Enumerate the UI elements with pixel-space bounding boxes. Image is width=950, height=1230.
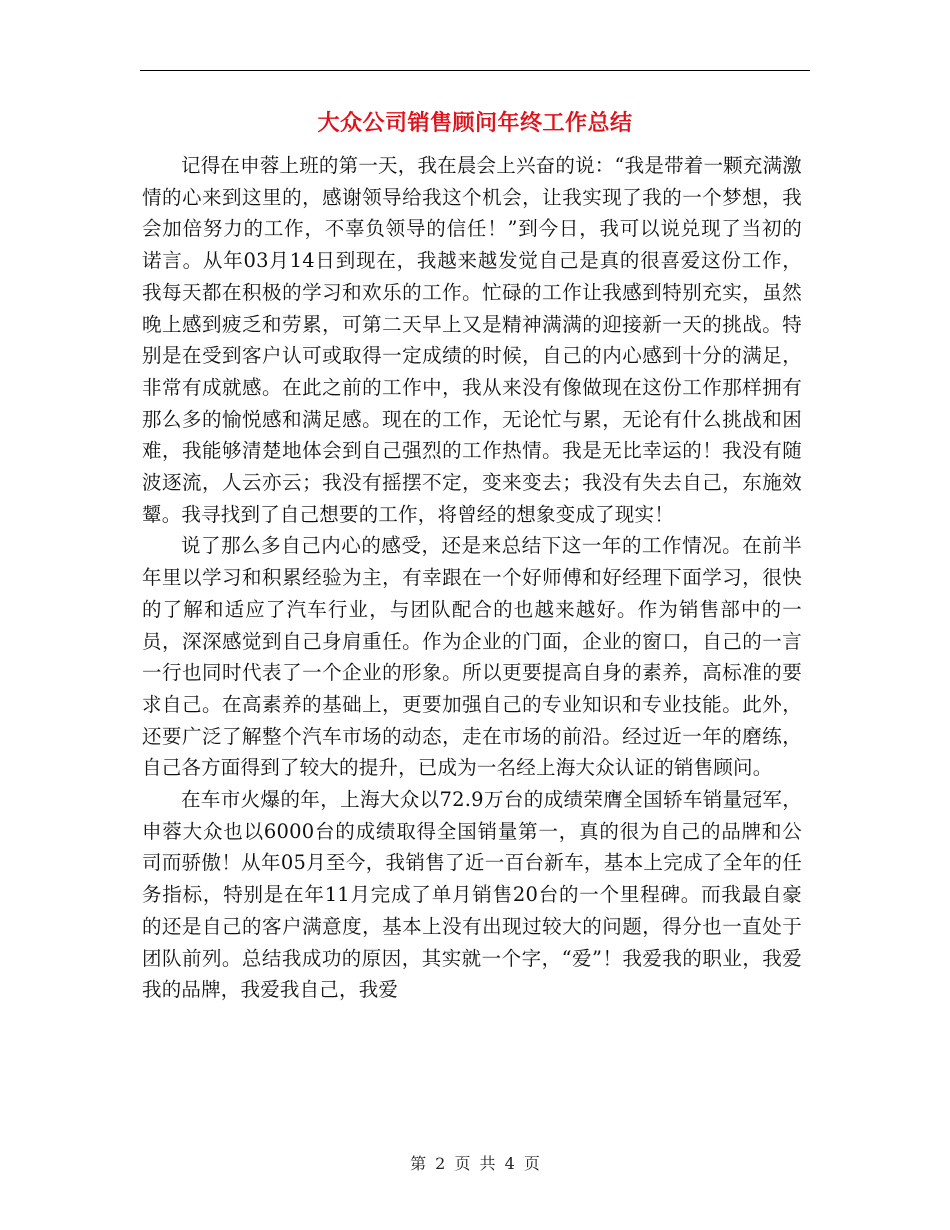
body-paragraph-1: 记得在申蓉上班的第一天，我在晨会上兴奋的说：“我是带着一颗充满激情的心来到这里的，感谢领导给我这个机会，让我实现了我的一个梦想，我会加倍努力的工作，不辜负领导的信任！”到今日，我可以说兑现了当初的诺言。从年03月14日到现在，我越来越发觉自己是真的很喜爱这份工作，我每天都在积极的学习和欢乐的工作。忙碌的工作让我感到特别充实，虽然晚上感到疲乏和劳累，可第二天早上又是精神满满的迎接新一天的挑战。特别是在受到客户认可或取得一定成绩的时候，自己的内心感到十分的满足，非常有成就感。在此之前的工作中，我从来没有像做现在这份工作那样拥有那么多的愉悦感和满足感。现在的工作，无论忙与累，无论有什么挑战和困难，我能够清楚地体会到自己强烈的工作热情。我是无比幸运的！我没有随波逐流，人云亦云；我没有摇摆不定，变来变去；我没有失去自己，东施效颦。我寻找到了自己想要的工作，将曾经的想象变成了现实！ xyxy=(142,154,802,526)
header-rule xyxy=(140,70,810,71)
document-body xyxy=(142,150,802,1006)
body-paragraph-2: 说了那么多自己内心的感受，还是来总结下这一年的工作情况。在前半年里以学习和积累经验为主，有幸跟在一个好师傅和好经理下面学习，很快的了解和适应了汽车行业，与团队配合的也越来越好。作为销售部中的一员，深深感觉到自己身肩重任。作为企业的门面，企业的窗口，自己的一言一行也同时代表了一个企业的形象。所以更要提高自身的素养，高标准的要求自己。在高素养的基础上，更要加强自己的专业知识和专业技能。此外，还要广泛了解整个汽车市场的动态，走在市场的前沿。经过近一年的磨练，自己各方面得到了较大的提升，已成为一名经上海大众认证的销售顾问。 xyxy=(142,534,802,780)
body-paragraph-3: 在车市火爆的年，上海大众以72.9万台的成绩荣膺全国轿车销量冠军，申蓉大众也以6000台的成绩取得全国销量第一，真的很为自己的品牌和公司而骄傲！从年05月至今，我销售了近一百台新车，基本上完成了全年的任务指标，特别是在年11月完成了单月销售20台的一个里程碑。而我最自豪的还是自己的客户满意度，基本上没有出现过较大的问题，得分也一直处于团队前列。总结我成功的原因，其实就一个字，“爱”！我爱我的职业，我爱我的品牌，我爱我自己，我爱 xyxy=(142,788,802,1002)
page-number-footer: 第 2 页 共 4 页 xyxy=(410,1154,540,1173)
document-title: 大众公司销售顾问年终工作总结 xyxy=(317,111,633,136)
